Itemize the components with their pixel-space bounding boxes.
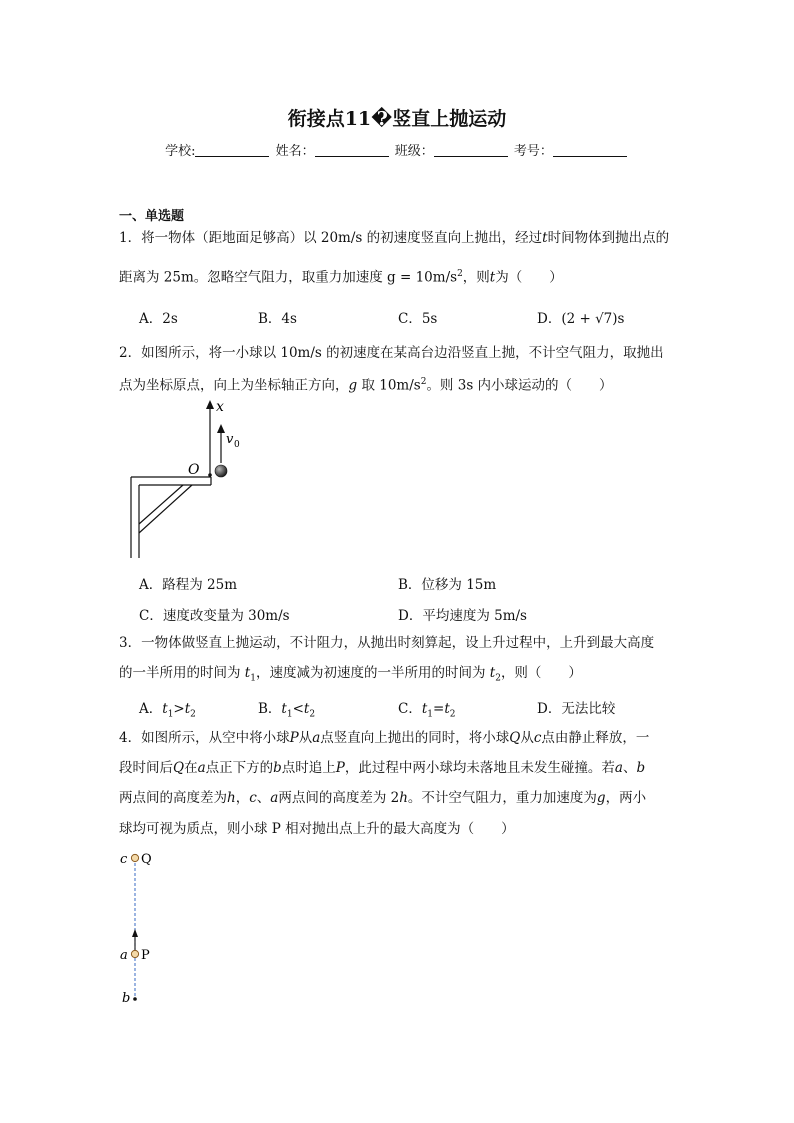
q3-option-d[interactable]: D．无法比较: [537, 701, 616, 717]
name-blank: [315, 144, 389, 157]
q2-ball: [215, 465, 227, 477]
q1-option-a[interactable]: A．2s: [139, 311, 178, 327]
q2-option-a[interactable]: A．路程为 25m: [139, 577, 238, 593]
q2-option-d[interactable]: D．平均速度为 5m/s: [398, 608, 527, 624]
q4-label-b: b: [122, 991, 131, 1006]
q3-line1: 3．一物体做竖直上抛运动，不计阻力，从抛出时刻算起，设上升过程中，上升到最大高度: [119, 635, 655, 651]
q4-line2: 段时间后Q在a点正下方的b点时追上P，此过程中两小球均未落地且未发生碰撞。若a、b: [119, 760, 646, 776]
q2-line1: 2．如图所示，将一小球以 10m/s 的初速度在某高台边沿竖直上抛，不计空气阻力，取抛出: [119, 345, 664, 361]
q4-label-a: a: [120, 948, 128, 963]
q4-line4: 球均可视为质点，则小球 P 相对抛出点上升的最大高度为（ ）: [119, 821, 515, 837]
q2-line2: 点为坐标原点，向上为坐标轴正方向，g 取 $10m/s^2$。则 3s 内小球运动的（ ）: [119, 377, 613, 394]
q3-line2: 的一半所用的时间为 $t_1$，速度减为初速度的一半所用的时间为 $t_2$，则（ ）: [119, 665, 582, 684]
student-info-line: [0, 140, 794, 159]
q2-brace-a: [139, 485, 183, 524]
q2-axis-arrowhead: [206, 400, 214, 409]
q4-label-c: c: [120, 852, 128, 867]
q4-label-q: Q: [141, 852, 152, 867]
q2-velocity-label: v: [226, 432, 234, 447]
q1-option-c[interactable]: C．5s: [398, 311, 438, 327]
q3-option-a[interactable]: A．$t_1>t_2$: [139, 701, 196, 720]
q4-label-p: P: [141, 948, 150, 963]
q2-figure: [120, 395, 240, 560]
q1-option-b[interactable]: B．4s: [258, 311, 297, 327]
q2-origin-label: O: [188, 462, 200, 478]
school-label: 学校:: [165, 144, 196, 159]
school-blank: [195, 144, 269, 157]
q4-ball-q: [131, 854, 138, 861]
q1-option-d[interactable]: D．(2 + √7)s: [537, 311, 625, 327]
q4-line1: 4．如图所示，从空中将小球P从a点竖直向上抛出的同时，将小球Q从c点由静止释放，一: [119, 730, 650, 746]
q3-option-b[interactable]: B．$t_1<t_2$: [258, 701, 316, 720]
class-blank: [434, 144, 508, 157]
q2-option-b[interactable]: B．位移为 15m: [398, 577, 497, 593]
exam-no-label: 考号：: [513, 144, 553, 159]
q4-ball-p: [131, 950, 138, 957]
q4-line3: 两点间的高度差为h，c、a两点间的高度差为 2h。不计空气阻力，重力加速度为g，两小: [119, 790, 647, 806]
q2-origin-point: [208, 473, 212, 477]
name-label: 姓名：: [275, 144, 315, 159]
q2-brace-b: [139, 485, 192, 533]
q1-line1: 1．将一物体（距地面足够高）以 20m/s 的初速度竖直向上抛出，经过t时间物体到抛出点的: [119, 230, 670, 246]
q2-velocity-arrowhead: [217, 424, 225, 433]
q3-option-c[interactable]: C．$t_1=t_2$: [398, 701, 456, 720]
q1-option-d-expr: (2 + √7)s: [561, 311, 625, 327]
exam-no-blank: [553, 144, 627, 157]
q2-axis-label: x: [216, 399, 224, 415]
q4-up-arrowhead: [132, 929, 138, 937]
q1-var-t: t: [542, 230, 548, 246]
q2-velocity-sub: 0: [234, 440, 240, 450]
q4-figure: [115, 848, 175, 1008]
page-title: 衔接点11�竖直上抛运动: [287, 108, 507, 130]
class-label: 班级：: [394, 144, 434, 159]
q2-option-c[interactable]: C．速度改变量为 30m/s: [139, 608, 290, 624]
q4-point-b: [133, 997, 137, 1001]
section-title: 一、单选题: [119, 209, 185, 224]
q1-line2: 距离为 25m。忽略空气阻力，取重力加速度 $g = 10m/s^2$，则t为（ ）: [119, 269, 563, 286]
